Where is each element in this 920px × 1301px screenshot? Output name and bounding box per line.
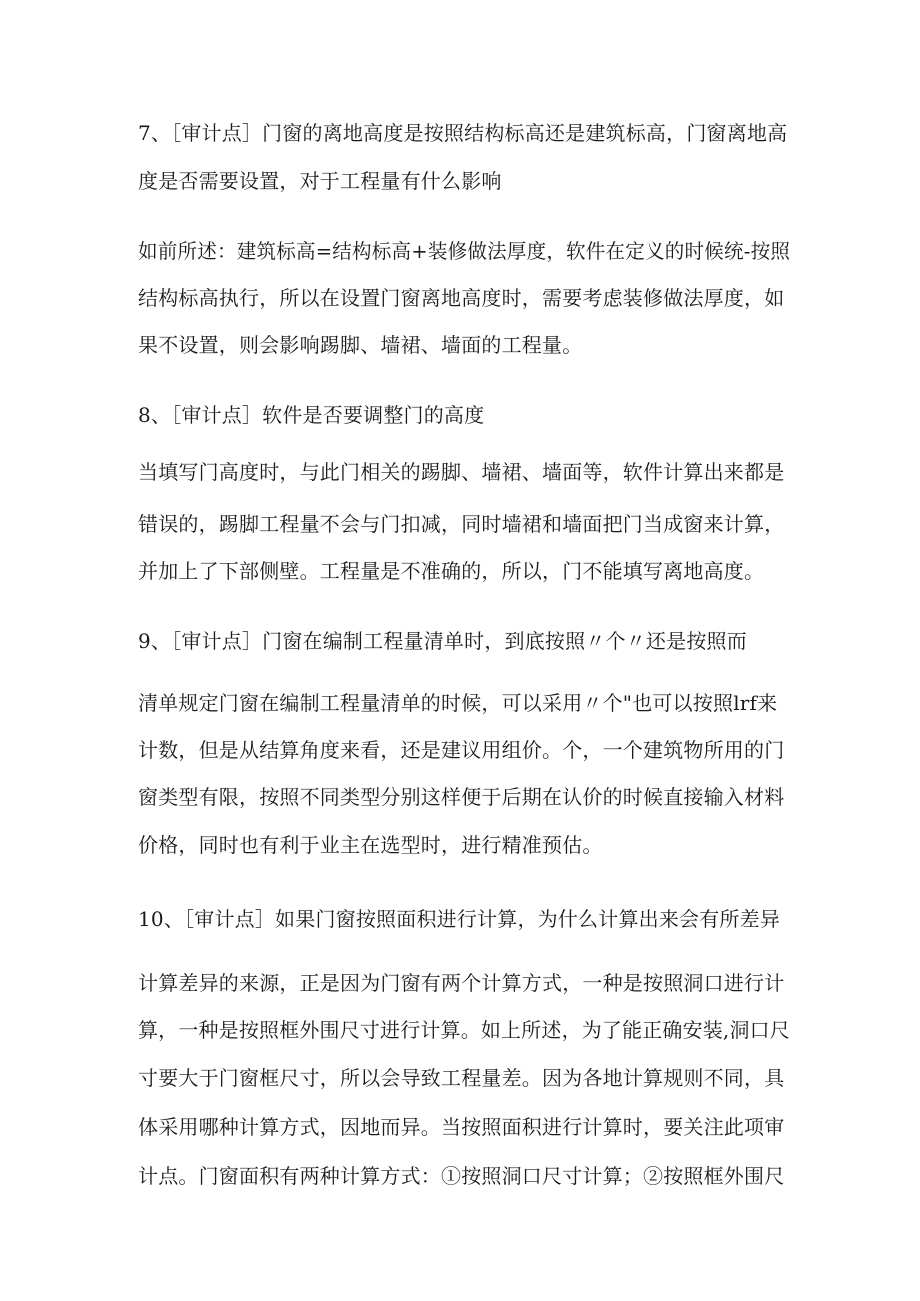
section-8-body-line-1: 当填写门高度时，与此门相关的踢脚、墙裙、墙面等，软件计算出来都是 xyxy=(138,460,785,484)
section-10-body-line-1: 计算差异的来源，正是因为门窗有两个计算方式，一种是按照洞口进行计 xyxy=(138,971,785,995)
section-8-body-line-3: 并加上了下部侧壁。工程量是不准确的，所以，门不能填写离地高度。 xyxy=(138,559,765,583)
section-9-body-line-2: 计数，但是从结算角度来看，还是建议用组价。个，一个建筑物所用的门 xyxy=(138,738,785,762)
section-9-body-line-1: 清单规定门窗在编制工程量清单的时候，可以采用〃个"也可以按照lrf来 xyxy=(138,691,778,715)
section-9-heading-line-1: 9、［审计点］门窗在编制工程量清单时，到底按照〃个〃还是按照而 xyxy=(138,629,747,653)
section-7-body-line-1: 如前所述：建筑标高=结构标高+装修做法厚度，软件在定义的时候统-按照 xyxy=(138,239,791,263)
section-9-body-line-3: 窗类型有限，按照不同类型分别这样便于后期在认价的时候直接输入材料 xyxy=(138,785,785,809)
section-8-body-line-2: 错误的，踢脚工程量不会与门扣减，同时墙裙和墙面把门当成窗来计算， xyxy=(138,512,785,536)
section-7-heading-line-2: 度是否需要设置，对于工程量有什么影响 xyxy=(138,169,502,193)
section-8-heading-line-1: 8、［审计点］软件是否要调整门的高度 xyxy=(138,403,485,427)
section-9-body-line-4: 价格，同时也有利于业主在选型时，进行精准预估。 xyxy=(138,833,603,857)
section-10-heading-line-1: 10、［审计点］如果门窗按照面积进行计算，为什么计算出来会有所差异 xyxy=(138,907,781,931)
section-7-heading-line-1: 7、［审计点］门窗的离地高度是按照结构标高还是建筑标高，门窗离地高 xyxy=(138,121,788,145)
section-7-body-line-2: 结构标高执行，所以在设置门窗离地高度时，需要考虑装修做法厚度，如 xyxy=(138,286,785,310)
section-7-body-line-3: 果不设置，则会影响踢脚、墙裙、墙面的工程量。 xyxy=(138,333,583,357)
section-10-body-line-3: 寸要大于门窗框尺寸，所以会导致工程量差。因为各地计算规则不同，具 xyxy=(138,1066,785,1090)
section-10-body-line-2: 算，一种是按照框外围尺寸进行计算。如上所述，为了能正确安装,洞口尺 xyxy=(138,1018,790,1042)
section-10-body-line-5: 计点。门窗面积有两种计算方式：①按照洞口尺寸计算；②按照框外围尺 xyxy=(138,1164,785,1188)
section-10-body-line-4: 体采用哪种计算方式，因地而异。当按照面积进行计算时，要关注此项审 xyxy=(138,1115,785,1139)
